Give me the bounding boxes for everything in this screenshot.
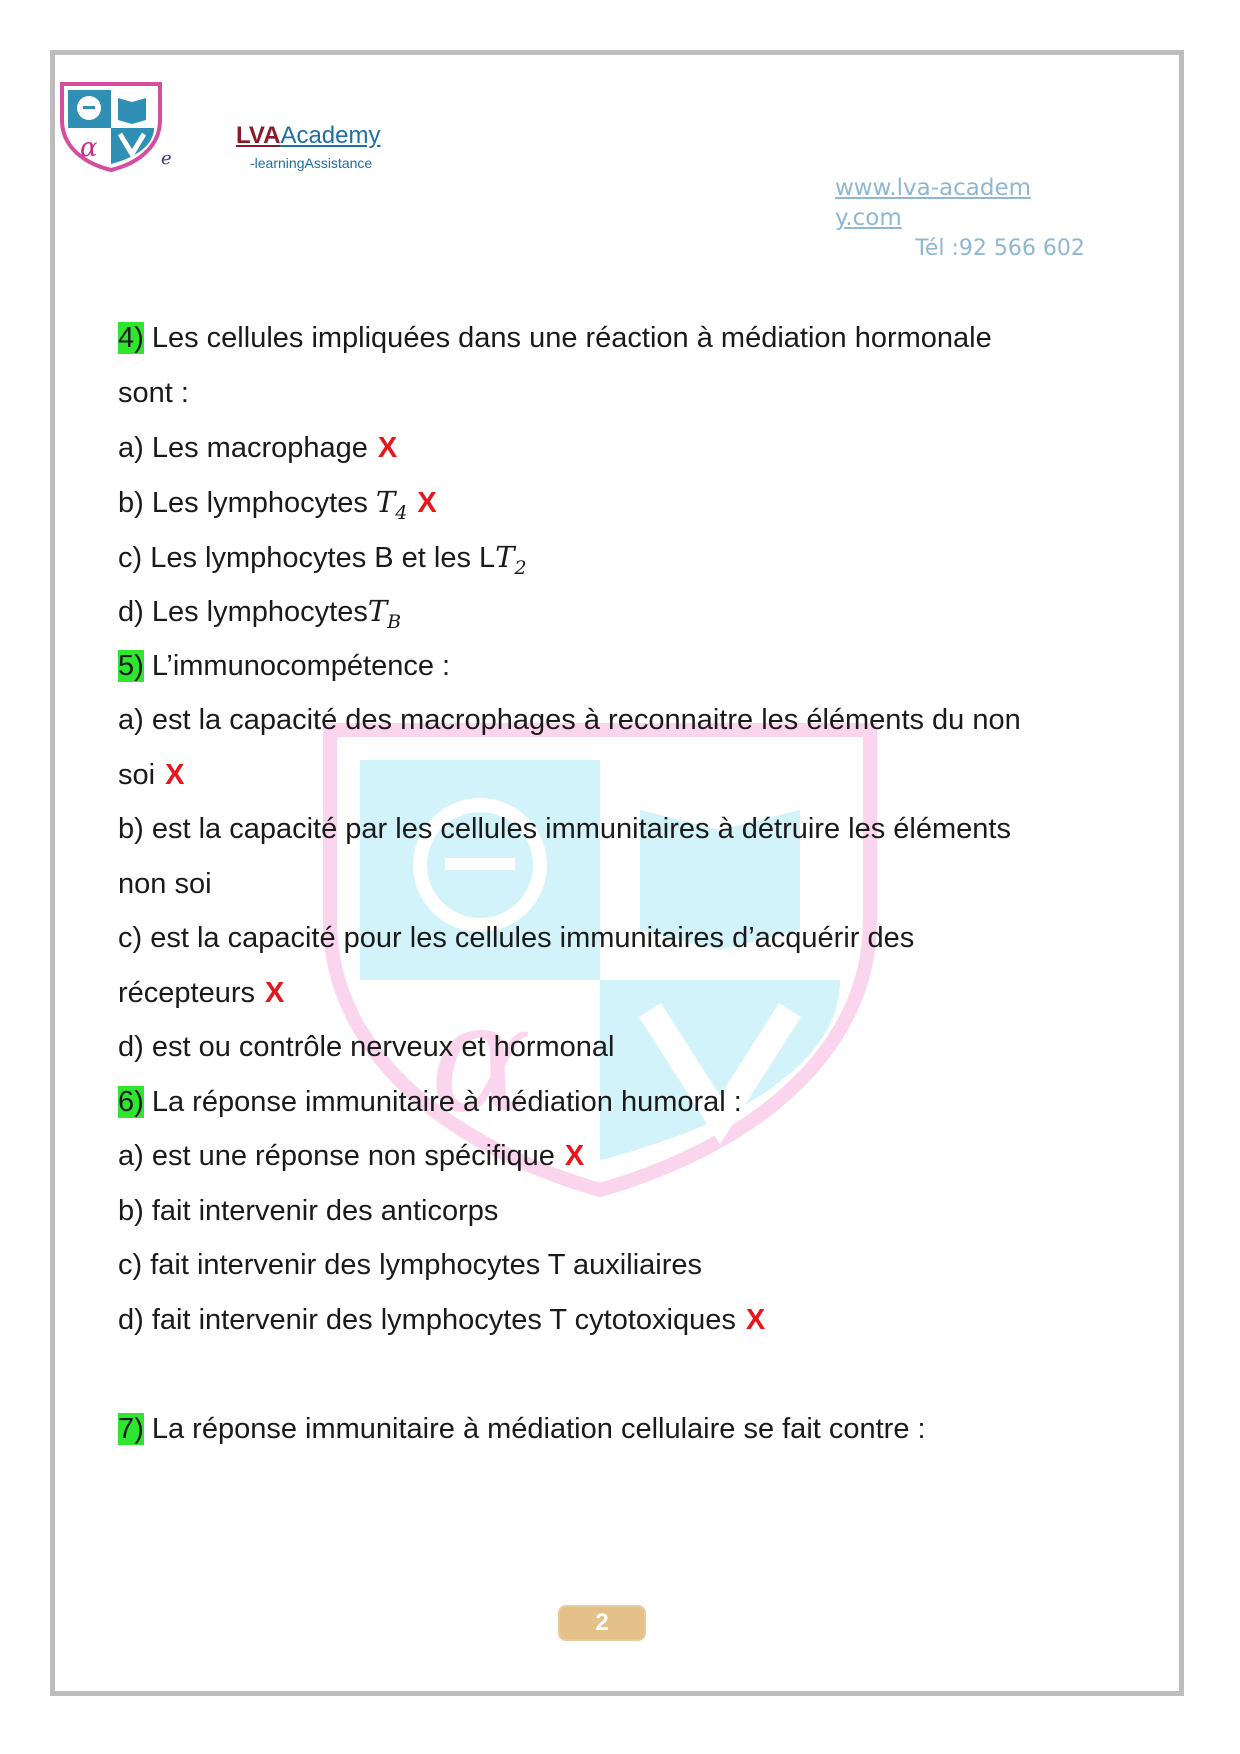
question-4-option-b: b) Les lymphocytes $T_4$ X	[118, 485, 437, 524]
question-5-option-c: c) est la capacité pour les cellules immunitaires d’acquérir des	[118, 922, 915, 954]
wrong-mark: X	[377, 432, 398, 464]
question-6-option-d: d) fait intervenir des lymphocytes T cytotoxiques X	[118, 1304, 766, 1336]
logo-e-letter: e	[161, 148, 172, 169]
question-4-stem-cont: sont :	[118, 377, 189, 409]
wrong-mark: X	[265, 977, 285, 1009]
math-t4: $T_4$	[375, 485, 408, 524]
question-5-option-a-cont: soi X	[118, 759, 185, 791]
question-6-stem: 6) La réponse immunitaire à médiation humoral :	[118, 1086, 742, 1118]
question-5-option-b: b) est la capacité par les cellules immunitaires à détruire les éléments	[118, 813, 1011, 845]
math-t2: $T_2$	[495, 540, 527, 579]
question-5-stem: 5) L’immunocompétence :	[118, 650, 451, 682]
question-7-stem: 7) La réponse immunitaire à médiation cellulaire se fait contre :	[118, 1413, 926, 1445]
brand-name	[236, 122, 380, 150]
brand-lva: LVA	[236, 122, 281, 149]
question-6-option-a: a) est une réponse non spécifique X	[118, 1140, 585, 1172]
question-4-option-a: a) Les macrophage X	[118, 432, 398, 464]
lva-academy-logo	[58, 80, 164, 172]
brand-tagline: -learningAssistance	[250, 155, 373, 171]
question-number: 5)	[118, 650, 144, 682]
watermark-logo	[320, 720, 880, 1200]
question-number: 6)	[118, 1086, 144, 1118]
question-4-stem: 4) Les cellules impliquées dans une réaction à médiation hormonale	[118, 322, 992, 354]
wrong-mark: X	[745, 1304, 766, 1336]
question-number: 7)	[118, 1413, 144, 1445]
question-4-option-d: d) Les lymphocytesT$_B$	[118, 594, 402, 633]
question-number: 4)	[118, 322, 144, 354]
question-5-option-a: a) est la capacité des macrophages à reconnaitre les éléments du non	[118, 704, 1021, 736]
wrong-mark: X	[417, 487, 437, 519]
question-5-option-c-cont: récepteurs X	[118, 977, 285, 1009]
math-tb: $T_B$	[367, 594, 402, 633]
question-4-option-c: c) Les lymphocytes B et les $LT_2$	[118, 540, 527, 579]
question-5-option-d: d) est ou contrôle nerveux et hormonal	[118, 1031, 615, 1063]
page-number-badge: 2	[558, 1605, 646, 1641]
brand-academy: Academy	[280, 122, 381, 149]
question-6-option-b: b) fait intervenir des anticorps	[118, 1195, 499, 1227]
wrong-mark: X	[564, 1140, 585, 1172]
svg-text:α: α	[80, 133, 98, 163]
question-5-option-b-cont: non soi	[118, 868, 212, 900]
website-link[interactable]: www.lva-academy.com	[835, 175, 1032, 231]
svg-text:α: α	[430, 972, 532, 1146]
wrong-mark: X	[165, 759, 185, 791]
phone-number: Tél :92 566 602	[915, 236, 1085, 261]
question-6-option-c: c) fait intervenir des lymphocytes T auxiliaires	[118, 1249, 702, 1281]
